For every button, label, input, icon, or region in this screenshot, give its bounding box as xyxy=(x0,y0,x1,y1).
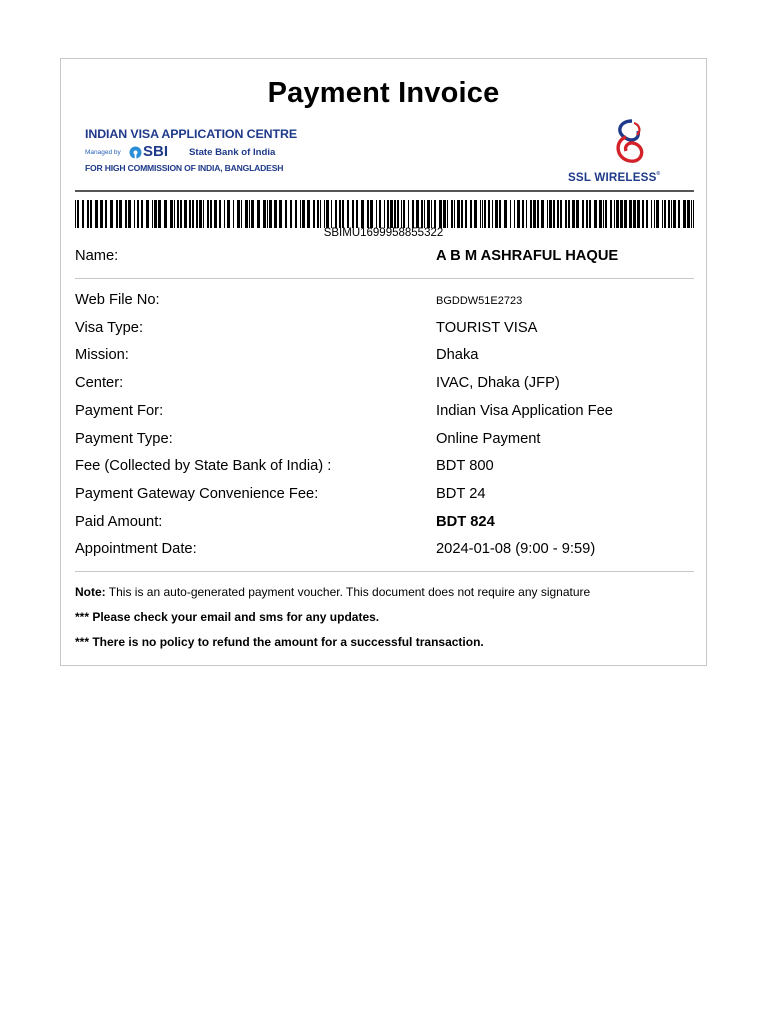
barcode-bar xyxy=(565,200,567,228)
barcode-bar xyxy=(164,200,167,228)
barcode-bar xyxy=(412,200,414,228)
barcode-bar xyxy=(474,200,477,228)
sbi-wordmark: SBI xyxy=(143,143,169,160)
barcode-bar xyxy=(530,200,532,228)
barcode-bar xyxy=(664,200,666,228)
barcode-bar xyxy=(387,200,389,228)
barcode-bar xyxy=(514,200,515,228)
barcode-bar xyxy=(267,200,268,228)
barcode-bar xyxy=(134,200,135,228)
ivac-logo-line3: FOR HIGH COMMISSION OF INDIA, BANGLADESH xyxy=(85,163,284,173)
barcode-bar xyxy=(614,200,615,228)
note-text: This is an auto-generated payment voucher. This document does not require any signature xyxy=(105,585,591,599)
detail-value: IVAC, Dhaka (JFP) xyxy=(436,375,560,391)
barcode-bar xyxy=(158,200,161,228)
barcode-bar xyxy=(128,200,131,228)
detail-value: TOURIST VISA xyxy=(436,320,538,336)
barcode-bar xyxy=(361,200,364,228)
detail-value: Dhaka xyxy=(436,347,479,363)
barcode-bar xyxy=(317,200,319,228)
barcode-bar xyxy=(342,200,344,228)
barcode-bar xyxy=(180,200,182,228)
paid-amount-value: BDT 824 xyxy=(436,514,495,530)
barcode-bar xyxy=(219,200,221,228)
detail-row xyxy=(75,486,694,506)
barcode-bar xyxy=(616,200,619,228)
barcode-bar xyxy=(90,200,92,228)
barcode-bar xyxy=(249,200,250,228)
barcode-bar xyxy=(210,200,212,228)
detail-row xyxy=(75,541,694,561)
barcode-bar xyxy=(394,200,396,228)
name-label: Name: xyxy=(75,248,119,264)
barcode-bar xyxy=(434,200,436,228)
barcode-bar xyxy=(100,200,103,228)
barcode-bar xyxy=(637,200,640,228)
sbi-full-name: State Bank of India xyxy=(189,147,276,158)
barcode xyxy=(75,200,694,228)
barcode-bar xyxy=(603,200,604,228)
name-value: A B M ASHRAFUL HAQUE xyxy=(436,248,619,264)
barcode-bar xyxy=(605,200,607,228)
name-divider xyxy=(75,278,694,279)
detail-label: Payment Gateway Convenience Fee: xyxy=(75,486,319,502)
barcode-bar xyxy=(352,200,354,228)
barcode-bar xyxy=(324,200,325,228)
barcode-bar xyxy=(582,200,584,228)
barcode-bar xyxy=(560,200,562,228)
detail-value: BDT 800 xyxy=(436,458,494,474)
barcode-bar xyxy=(656,200,659,228)
barcode-bar xyxy=(227,200,230,228)
barcode-bar xyxy=(668,200,670,228)
detail-label: Web File No: xyxy=(75,292,160,308)
barcode-bar xyxy=(105,200,107,228)
barcode-bar xyxy=(116,200,118,228)
barcode-bar xyxy=(646,200,648,228)
barcode-bar xyxy=(624,200,627,228)
barcode-bar xyxy=(492,200,493,228)
barcode-bar xyxy=(549,200,552,228)
barcode-bar xyxy=(214,200,217,228)
barcode-bar xyxy=(673,200,676,228)
barcode-bar xyxy=(177,200,179,228)
barcode-bar xyxy=(174,200,175,228)
barcode-bar xyxy=(416,200,419,228)
barcode-bar xyxy=(224,200,225,228)
barcode-bar xyxy=(269,200,272,228)
barcode-bar xyxy=(504,200,507,228)
barcode-bar xyxy=(687,200,690,228)
detail-row xyxy=(75,514,694,534)
barcode-bar xyxy=(125,200,127,228)
barcode-number: SBIMU1699958855322 xyxy=(323,227,444,239)
ivac-logo-line2 xyxy=(85,144,295,160)
barcode-bar xyxy=(533,200,536,228)
email-sms-notice: *** Please check your email and sms for any updates. xyxy=(75,610,380,624)
barcode-bar xyxy=(642,200,644,228)
barcode-bar xyxy=(87,200,89,228)
barcode-bar xyxy=(427,200,430,228)
barcode-bar xyxy=(170,200,173,228)
detail-label: Fee (Collected by State Bank of India) : xyxy=(75,458,332,474)
ssl-name: SSL WIRELESS xyxy=(568,171,657,184)
detail-label: Paid Amount: xyxy=(75,514,163,530)
barcode-bar xyxy=(693,200,694,228)
barcode-bar xyxy=(451,200,453,228)
barcode-bar xyxy=(454,200,455,228)
sbi-icon xyxy=(129,146,142,159)
barcode-bar xyxy=(75,200,76,228)
barcode-bar xyxy=(408,200,409,228)
barcode-bar xyxy=(184,200,187,228)
barcode-bar xyxy=(251,200,254,228)
barcode-bar xyxy=(447,200,448,228)
barcode-bar xyxy=(137,200,139,228)
barcode-bar xyxy=(480,200,481,228)
barcode-bar xyxy=(110,200,113,228)
detail-label: Payment Type: xyxy=(75,431,173,447)
detail-row xyxy=(75,320,694,340)
page-title: Payment Invoice xyxy=(267,77,500,109)
barcode-bar xyxy=(610,200,612,228)
barcode-bar xyxy=(568,200,570,228)
barcode-bar xyxy=(300,200,301,228)
detail-row xyxy=(75,347,694,367)
barcode-bar xyxy=(470,200,472,228)
note-line xyxy=(75,585,590,599)
detail-row xyxy=(75,375,694,395)
barcode-bar xyxy=(241,200,242,228)
barcode-bar xyxy=(541,200,544,228)
header-divider xyxy=(75,190,694,192)
ssl-registered-mark: ® xyxy=(656,171,661,177)
barcode-bar xyxy=(384,200,385,228)
barcode-bar xyxy=(589,200,591,228)
barcode-bar xyxy=(339,200,341,228)
barcode-bar xyxy=(654,200,655,228)
barcode-bar xyxy=(403,200,405,228)
barcode-bar xyxy=(691,200,692,228)
detail-label: Payment For: xyxy=(75,403,164,419)
barcode-bar xyxy=(285,200,287,228)
barcode-bar xyxy=(376,200,377,228)
detail-value: Indian Visa Application Fee xyxy=(436,403,613,419)
barcode-bar xyxy=(154,200,157,228)
barcode-bar xyxy=(683,200,686,228)
barcode-bar xyxy=(379,200,381,228)
barcode-bar xyxy=(484,200,486,228)
detail-label: Appointment Date: xyxy=(75,541,197,557)
detail-row xyxy=(75,403,694,423)
detail-row xyxy=(75,458,694,478)
barcode-bar xyxy=(82,200,84,228)
barcode-bar xyxy=(199,200,202,228)
barcode-bar xyxy=(370,200,373,228)
barcode-bar xyxy=(576,200,579,228)
barcode-bar xyxy=(517,200,520,228)
detail-label: Mission: xyxy=(75,347,129,363)
detail-row xyxy=(75,292,694,312)
barcode-bar xyxy=(152,200,153,228)
managed-by-text: Managed by xyxy=(85,149,121,156)
barcode-bar xyxy=(196,200,198,228)
detail-value: BGDDW51E2723 xyxy=(436,295,523,307)
barcode-bar xyxy=(302,200,305,228)
barcode-bar xyxy=(274,200,277,228)
barcode-bar xyxy=(290,200,292,228)
barcode-bar xyxy=(356,200,358,228)
barcode-bar xyxy=(671,200,672,228)
barcode-bar xyxy=(367,200,369,228)
notes-divider xyxy=(75,571,694,572)
barcode-bar xyxy=(320,200,321,228)
barcode-bar xyxy=(192,200,194,228)
barcode-bar xyxy=(594,200,597,228)
barcode-bar xyxy=(443,200,446,228)
barcode-bar xyxy=(457,200,460,228)
barcode-bar xyxy=(439,200,442,228)
barcode-bar xyxy=(678,200,680,228)
barcode-bar xyxy=(331,200,332,228)
barcode-bar xyxy=(599,200,602,228)
ssl-wireless-logo xyxy=(568,117,692,185)
barcode-bar xyxy=(547,200,548,228)
barcode-bar xyxy=(537,200,539,228)
ssl-swirl-icon xyxy=(610,117,650,167)
barcode-bar xyxy=(401,200,402,228)
ssl-wordmark xyxy=(568,171,660,184)
barcode-bar xyxy=(95,200,98,228)
barcode-bar xyxy=(465,200,467,228)
barcode-bar xyxy=(207,200,209,228)
name-row xyxy=(75,248,694,268)
barcode-bar xyxy=(461,200,463,228)
barcode-bar xyxy=(662,200,663,228)
detail-value: BDT 24 xyxy=(436,486,486,502)
barcode-bar xyxy=(526,200,527,228)
barcode-bar xyxy=(495,200,498,228)
detail-row xyxy=(75,431,694,451)
barcode-bar xyxy=(431,200,432,228)
barcode-bar xyxy=(553,200,555,228)
barcode-bar xyxy=(499,200,501,228)
barcode-bar xyxy=(522,200,524,228)
barcode-bar xyxy=(347,200,349,228)
barcode-bar xyxy=(586,200,588,228)
barcode-bar xyxy=(326,200,329,228)
detail-value: Online Payment xyxy=(436,431,541,447)
barcode-bar xyxy=(629,200,632,228)
barcode-bar xyxy=(141,200,143,228)
note-label: Note: xyxy=(75,585,106,599)
barcode-bar xyxy=(279,200,282,228)
barcode-bar xyxy=(557,200,559,228)
ivac-logo xyxy=(85,127,298,177)
barcode-bar xyxy=(633,200,636,228)
barcode-bar xyxy=(119,200,122,228)
barcode-bar xyxy=(245,200,248,228)
detail-value: 2024-01-08 (9:00 - 9:59) xyxy=(436,541,596,557)
barcode-bar xyxy=(295,200,297,228)
refund-policy-notice: *** There is no policy to refund the amount for a successful transaction. xyxy=(75,635,484,649)
barcode-bar xyxy=(620,200,623,228)
barcode-bar xyxy=(257,200,260,228)
barcode-bar xyxy=(335,200,337,228)
barcode-bar xyxy=(233,200,234,228)
barcode-bar xyxy=(482,200,483,228)
barcode-bar xyxy=(510,200,511,228)
barcode-bar xyxy=(313,200,315,228)
barcode-bar xyxy=(390,200,393,228)
invoice-card xyxy=(60,58,707,666)
barcode-bar xyxy=(488,200,490,228)
ivac-logo-line1: INDIAN VISA APPLICATION CENTRE xyxy=(85,127,298,141)
barcode-bar xyxy=(421,200,423,228)
barcode-bar xyxy=(424,200,425,228)
barcode-bar xyxy=(572,200,575,228)
barcode-bar xyxy=(263,200,266,228)
detail-label: Center: xyxy=(75,375,124,391)
barcode-bar xyxy=(237,200,240,228)
barcode-bar xyxy=(146,200,149,228)
detail-label: Visa Type: xyxy=(75,320,144,336)
barcode-bar xyxy=(77,200,79,228)
barcode-bar xyxy=(651,200,652,228)
barcode-bar xyxy=(307,200,310,228)
barcode-bar xyxy=(189,200,191,228)
barcode-bar xyxy=(203,200,204,228)
barcode-bar xyxy=(397,200,399,228)
